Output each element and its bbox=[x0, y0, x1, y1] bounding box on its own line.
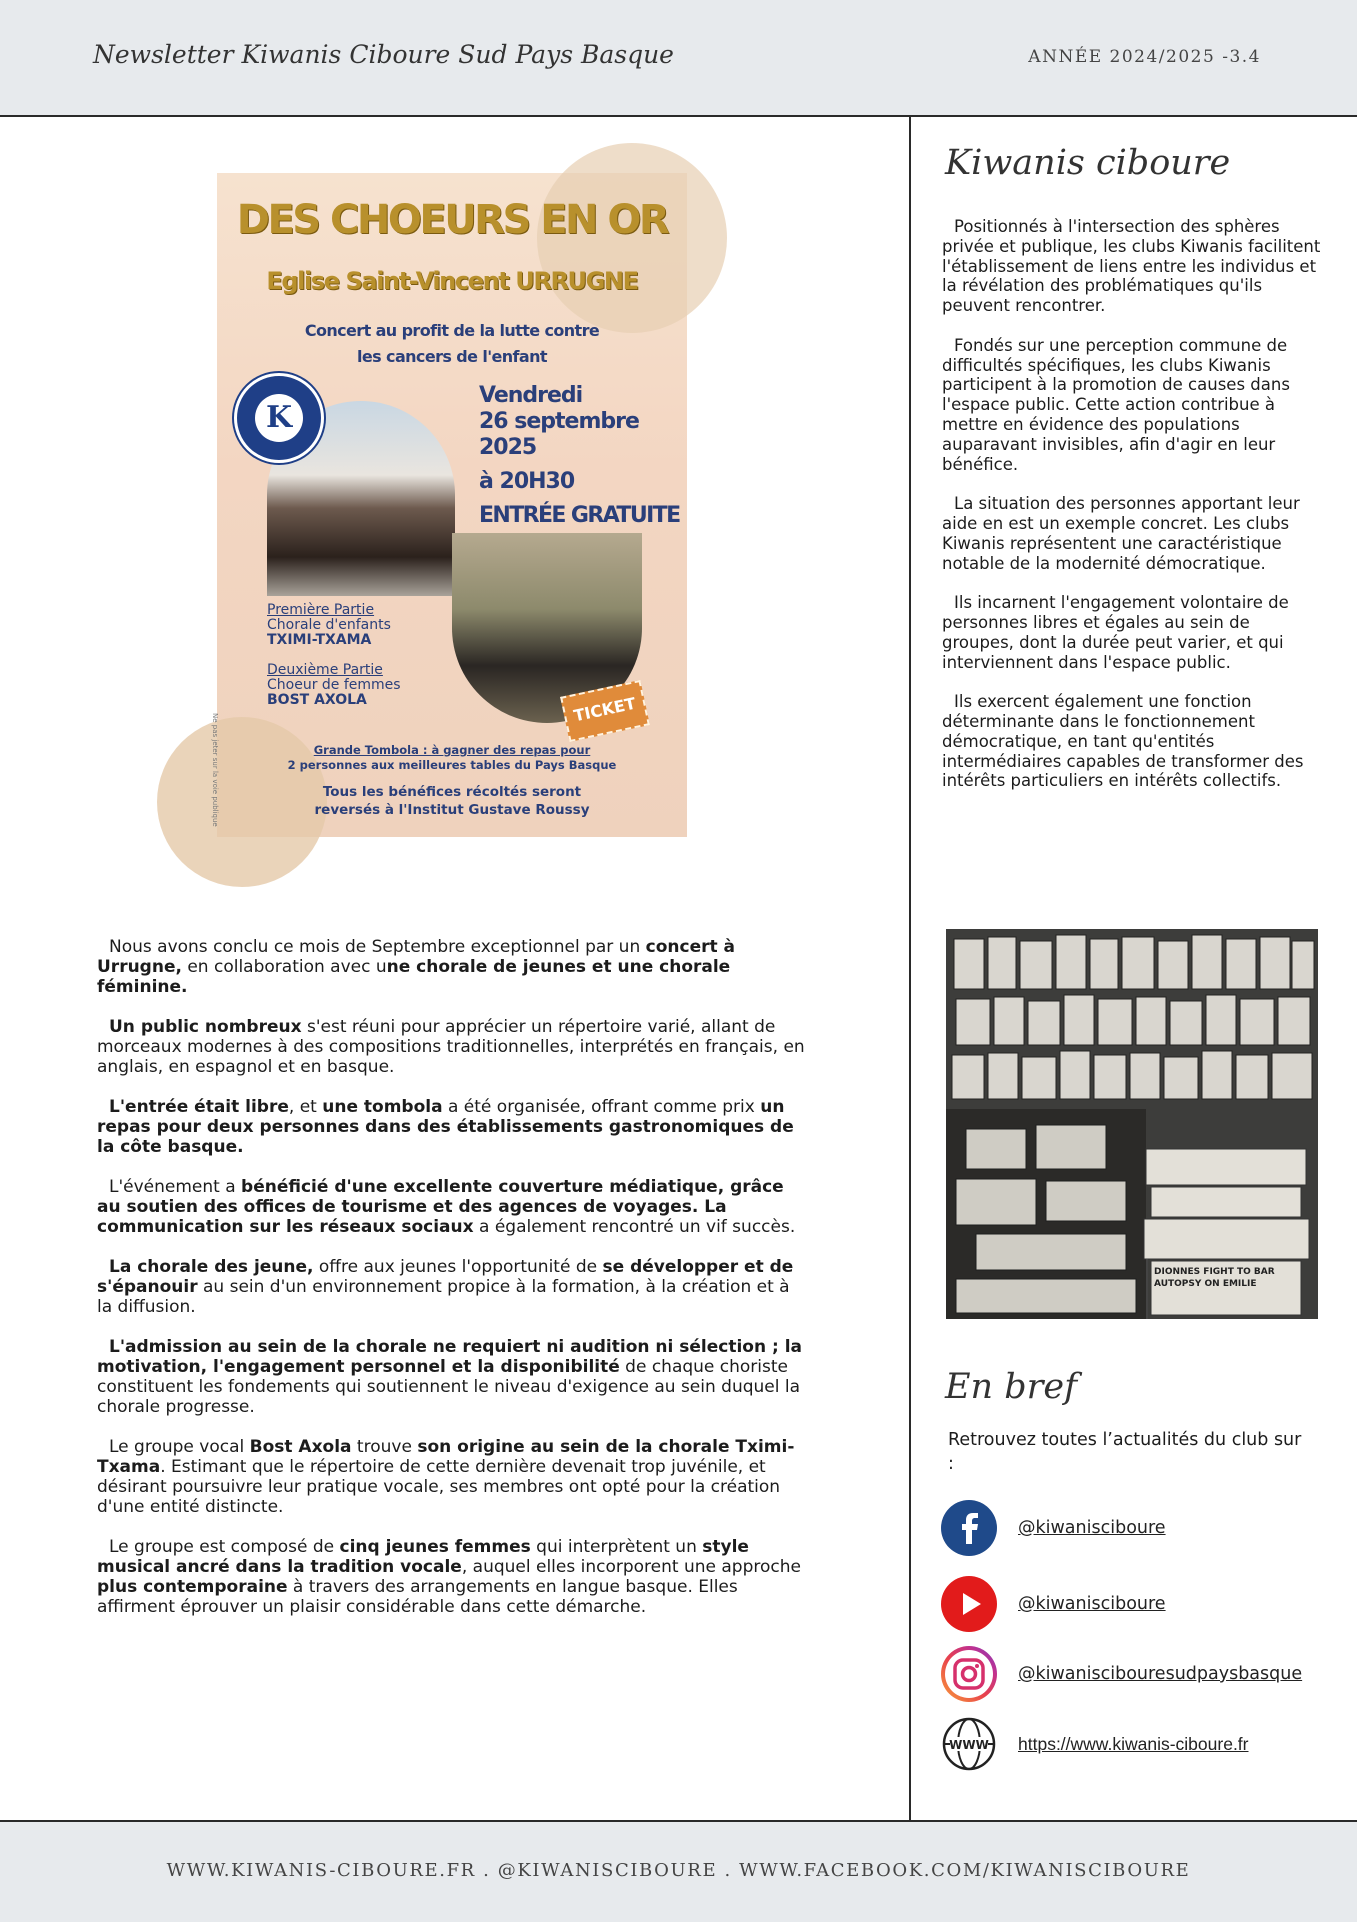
newsletter-title: Newsletter Kiwanis Ciboure Sud Pays Basque bbox=[93, 40, 674, 69]
facebook-link-row[interactable] bbox=[941, 1500, 1331, 1558]
text-run: a été organisée, offrant comme prix bbox=[442, 1097, 761, 1117]
bold-text: Bost Axola bbox=[249, 1437, 352, 1457]
kiwanis-logo-letter: K bbox=[265, 400, 293, 435]
poster-title: DES CHOEURS EN OR bbox=[236, 197, 668, 243]
text-run: au sein d'un environnement propice à la formation, à la création et à la diffusion. bbox=[97, 1277, 790, 1317]
article-paragraph bbox=[97, 1537, 807, 1617]
youtube-link-row[interactable] bbox=[941, 1576, 1331, 1634]
bold-text: L'entrée était libre bbox=[109, 1097, 289, 1117]
headline-line: DIONNES FIGHT TO BAR bbox=[1154, 1267, 1275, 1277]
bold-text: un repas pour deux personnes dans des établissements gastronomiques de la côte basque. bbox=[97, 1097, 794, 1157]
column-divider bbox=[909, 117, 911, 1820]
part-desc: Choeur de femmes bbox=[267, 677, 401, 693]
brief-intro: Retrouvez toutes l’actualités du club sur : bbox=[948, 1430, 1302, 1474]
article-paragraph bbox=[97, 1437, 807, 1517]
text-run: trouve bbox=[351, 1437, 418, 1457]
bold-text: une tombola bbox=[322, 1097, 443, 1117]
bold-text: Un public nombreux bbox=[109, 1017, 302, 1037]
poster-cause-line: Concert au profit de la lutte contre bbox=[304, 321, 600, 340]
poster-benefits bbox=[247, 783, 657, 819]
text-run: offre aux jeunes l'opportunité de bbox=[313, 1257, 603, 1277]
youtube-link[interactable]: @kiwanisciboure bbox=[1018, 1594, 1166, 1614]
bold-text: bénéficié d'une excellente couverture médiatique, grâce au soutien des offices de tourisme et des agences de voyages. La communication sur les réseaux sociaux bbox=[97, 1177, 784, 1237]
ticket-graphic: TICKET bbox=[560, 680, 650, 742]
part-name: BOST AXOLA bbox=[267, 692, 367, 708]
poster-fineprint: Ne pas jeter sur la voie publique bbox=[211, 713, 219, 827]
article-body bbox=[97, 937, 807, 1637]
kiwanis-logo bbox=[234, 373, 324, 463]
website-link-row[interactable] bbox=[941, 1716, 1331, 1774]
article-paragraph bbox=[97, 1017, 807, 1077]
youtube-icon[interactable] bbox=[941, 1576, 997, 1632]
benefits-line: reversés à l'Institut Gustave Roussy bbox=[314, 802, 590, 818]
bold-text: plus contemporaine bbox=[97, 1577, 288, 1597]
article-paragraph bbox=[97, 1177, 807, 1237]
brief-heading: En bref bbox=[945, 1367, 1078, 1407]
part-title: Deuxième Partie bbox=[267, 662, 383, 678]
poster-tombola bbox=[247, 743, 657, 773]
footer-band bbox=[0, 1820, 1357, 1922]
text-run: L'événement a bbox=[109, 1177, 242, 1197]
svg-text:WWW: WWW bbox=[949, 1738, 989, 1752]
article-paragraph bbox=[97, 1097, 807, 1157]
text-run: qui interprètent un bbox=[530, 1537, 703, 1557]
text-run: Le groupe est composé de bbox=[109, 1537, 340, 1557]
bold-text: son origine au sein de la chorale Tximi-Txama bbox=[97, 1437, 795, 1477]
issue-label: ANNÉE 2024/2025 -3.4 bbox=[1028, 47, 1261, 67]
newsstand-illustration bbox=[946, 929, 1318, 1319]
text-run: en collaboration avec u bbox=[181, 957, 387, 977]
text-run: , et bbox=[288, 1097, 323, 1117]
poster-part-one bbox=[267, 603, 391, 648]
article-paragraph bbox=[97, 937, 807, 997]
article-paragraph bbox=[97, 1257, 807, 1317]
bold-text: concert à Urrugne, bbox=[97, 937, 736, 977]
poster-cause-line: les cancers de l'enfant bbox=[357, 347, 547, 366]
text-run: Le groupe vocal bbox=[109, 1437, 250, 1457]
sidebar-text bbox=[942, 217, 1322, 811]
text-run: , auquel elles incorporent une approche bbox=[461, 1557, 801, 1577]
text-run: . Estimant que le répertoire de cette dernière devenait trop juvénile, et désirant poursuivre leur pratique vocale, ses membres ont opté pour la création d'une entité distincte. bbox=[97, 1457, 781, 1517]
sidebar-paragraph: Fondés sur une perception commune de difficultés spécifiques, les clubs Kiwanis participent à la promotion de causes dans l'espace public. Cette action contribue à mettre en évidence des populations auparavant invisibles, afin d'agir en leur bénéfice. bbox=[942, 335, 1290, 474]
headline-line: AUTOPSY ON EMILIE bbox=[1154, 1279, 1257, 1289]
tombola-line: 2 personnes aux meilleures tables du Pays Basque bbox=[287, 758, 617, 772]
poster-date bbox=[479, 383, 639, 461]
poster-part-two bbox=[267, 663, 401, 708]
poster-date-line: 26 septembre bbox=[479, 409, 639, 434]
text-run: à travers des arrangements en langue basque. Elles affirment éprouver un plaisir considérable dans cette démarche. bbox=[97, 1577, 738, 1617]
bold-text: ne chorale de jeunes et une chorale féminine. bbox=[97, 957, 731, 997]
globe-icon[interactable] bbox=[941, 1716, 997, 1772]
sidebar-paragraph: Positionnés à l'intersection des sphères privée et publique, les clubs Kiwanis facilitent l'établissement de liens entre les individus et la révélation des problématiques qu'ils peuvent rencontrer. bbox=[942, 217, 1321, 316]
bold-text: L'admission au sein de la chorale ne requiert ni audition ni sélection ; la motivation, l'engagement personnel et la disponibilité bbox=[97, 1337, 802, 1377]
instagram-link[interactable]: @kiwaniscibouresudpaysbasque bbox=[1018, 1664, 1303, 1684]
bold-text: se développer et de s'épanouir bbox=[97, 1257, 794, 1297]
text-run: s'est réuni pour apprécier un répertoire varié, allant de morceaux modernes à des compositions traditionnelles, interprétés en français, en anglais, en espagnol et en basque. bbox=[97, 1017, 805, 1077]
bold-text: La chorale des jeune, bbox=[109, 1257, 314, 1277]
poster-date-line: Vendredi bbox=[479, 383, 583, 408]
poster-cause bbox=[277, 318, 627, 370]
bold-text: cinq jeunes femmes bbox=[339, 1537, 531, 1557]
bold-text: style musical ancré dans la tradition vocale bbox=[97, 1537, 749, 1577]
header-band bbox=[0, 0, 1357, 117]
facebook-link[interactable]: @kiwanisciboure bbox=[1018, 1518, 1166, 1538]
text-run: a également rencontré un vif succès. bbox=[473, 1217, 796, 1237]
text-run: de chaque choriste constituent les fondements qui soutiennent le niveau d'exigence au sein duquel la chorale progresse. bbox=[97, 1357, 801, 1417]
concert-poster bbox=[211, 173, 687, 837]
newsstand-photo bbox=[946, 929, 1318, 1319]
tombola-line: Grande Tombola : à gagner des repas pour bbox=[313, 743, 591, 757]
sidebar-paragraph: Ils incarnent l'engagement volontaire de personnes libres et égales au sein de groupes, dont la durée peut varier, et qui interviennent dans l'espace public. bbox=[942, 593, 1289, 672]
instagram-link-row[interactable] bbox=[941, 1646, 1331, 1704]
benefits-line: Tous les bénéfices récoltés seront bbox=[322, 784, 582, 800]
part-title: Première Partie bbox=[267, 602, 375, 618]
website-link[interactable]: https://www.kiwanis-ciboure.fr bbox=[1018, 1734, 1249, 1754]
instagram-icon[interactable] bbox=[941, 1646, 997, 1702]
poster-entry: ENTRÉE GRATUITE bbox=[479, 503, 680, 528]
poster-time: à 20H30 bbox=[479, 469, 575, 494]
sidebar-paragraph: La situation des personnes apportant leur aide en est un exemple concret. Les clubs Kiwanis représentent une caractéristique notable de la modernité démocratique. bbox=[942, 494, 1300, 573]
footer-contacts: WWW.KIWANIS-CIBOURE.FR . @KIWANISCIBOURE . WWW.FACEBOOK.COM/KIWANISCIBOURE bbox=[166, 1860, 1191, 1881]
facebook-icon[interactable] bbox=[941, 1500, 997, 1556]
poster-date-line: 2025 bbox=[479, 435, 537, 460]
article-paragraph bbox=[97, 1337, 807, 1417]
poster-venue: Eglise Saint-Vincent URRUGNE bbox=[266, 267, 638, 295]
sidebar-heading: Kiwanis ciboure bbox=[945, 143, 1231, 183]
part-desc: Chorale d'enfants bbox=[267, 617, 391, 633]
part-name: TXIMI-TXAMA bbox=[267, 632, 372, 648]
text-run: Nous avons conclu ce mois de Septembre exceptionnel par un bbox=[109, 937, 646, 957]
sidebar-paragraph: Ils exercent également une fonction déterminante dans le fonctionnement démocratique, en tant qu'entités intermédiaires capables de transformer des intérêts particuliers en intérêts collectifs. bbox=[942, 692, 1304, 791]
